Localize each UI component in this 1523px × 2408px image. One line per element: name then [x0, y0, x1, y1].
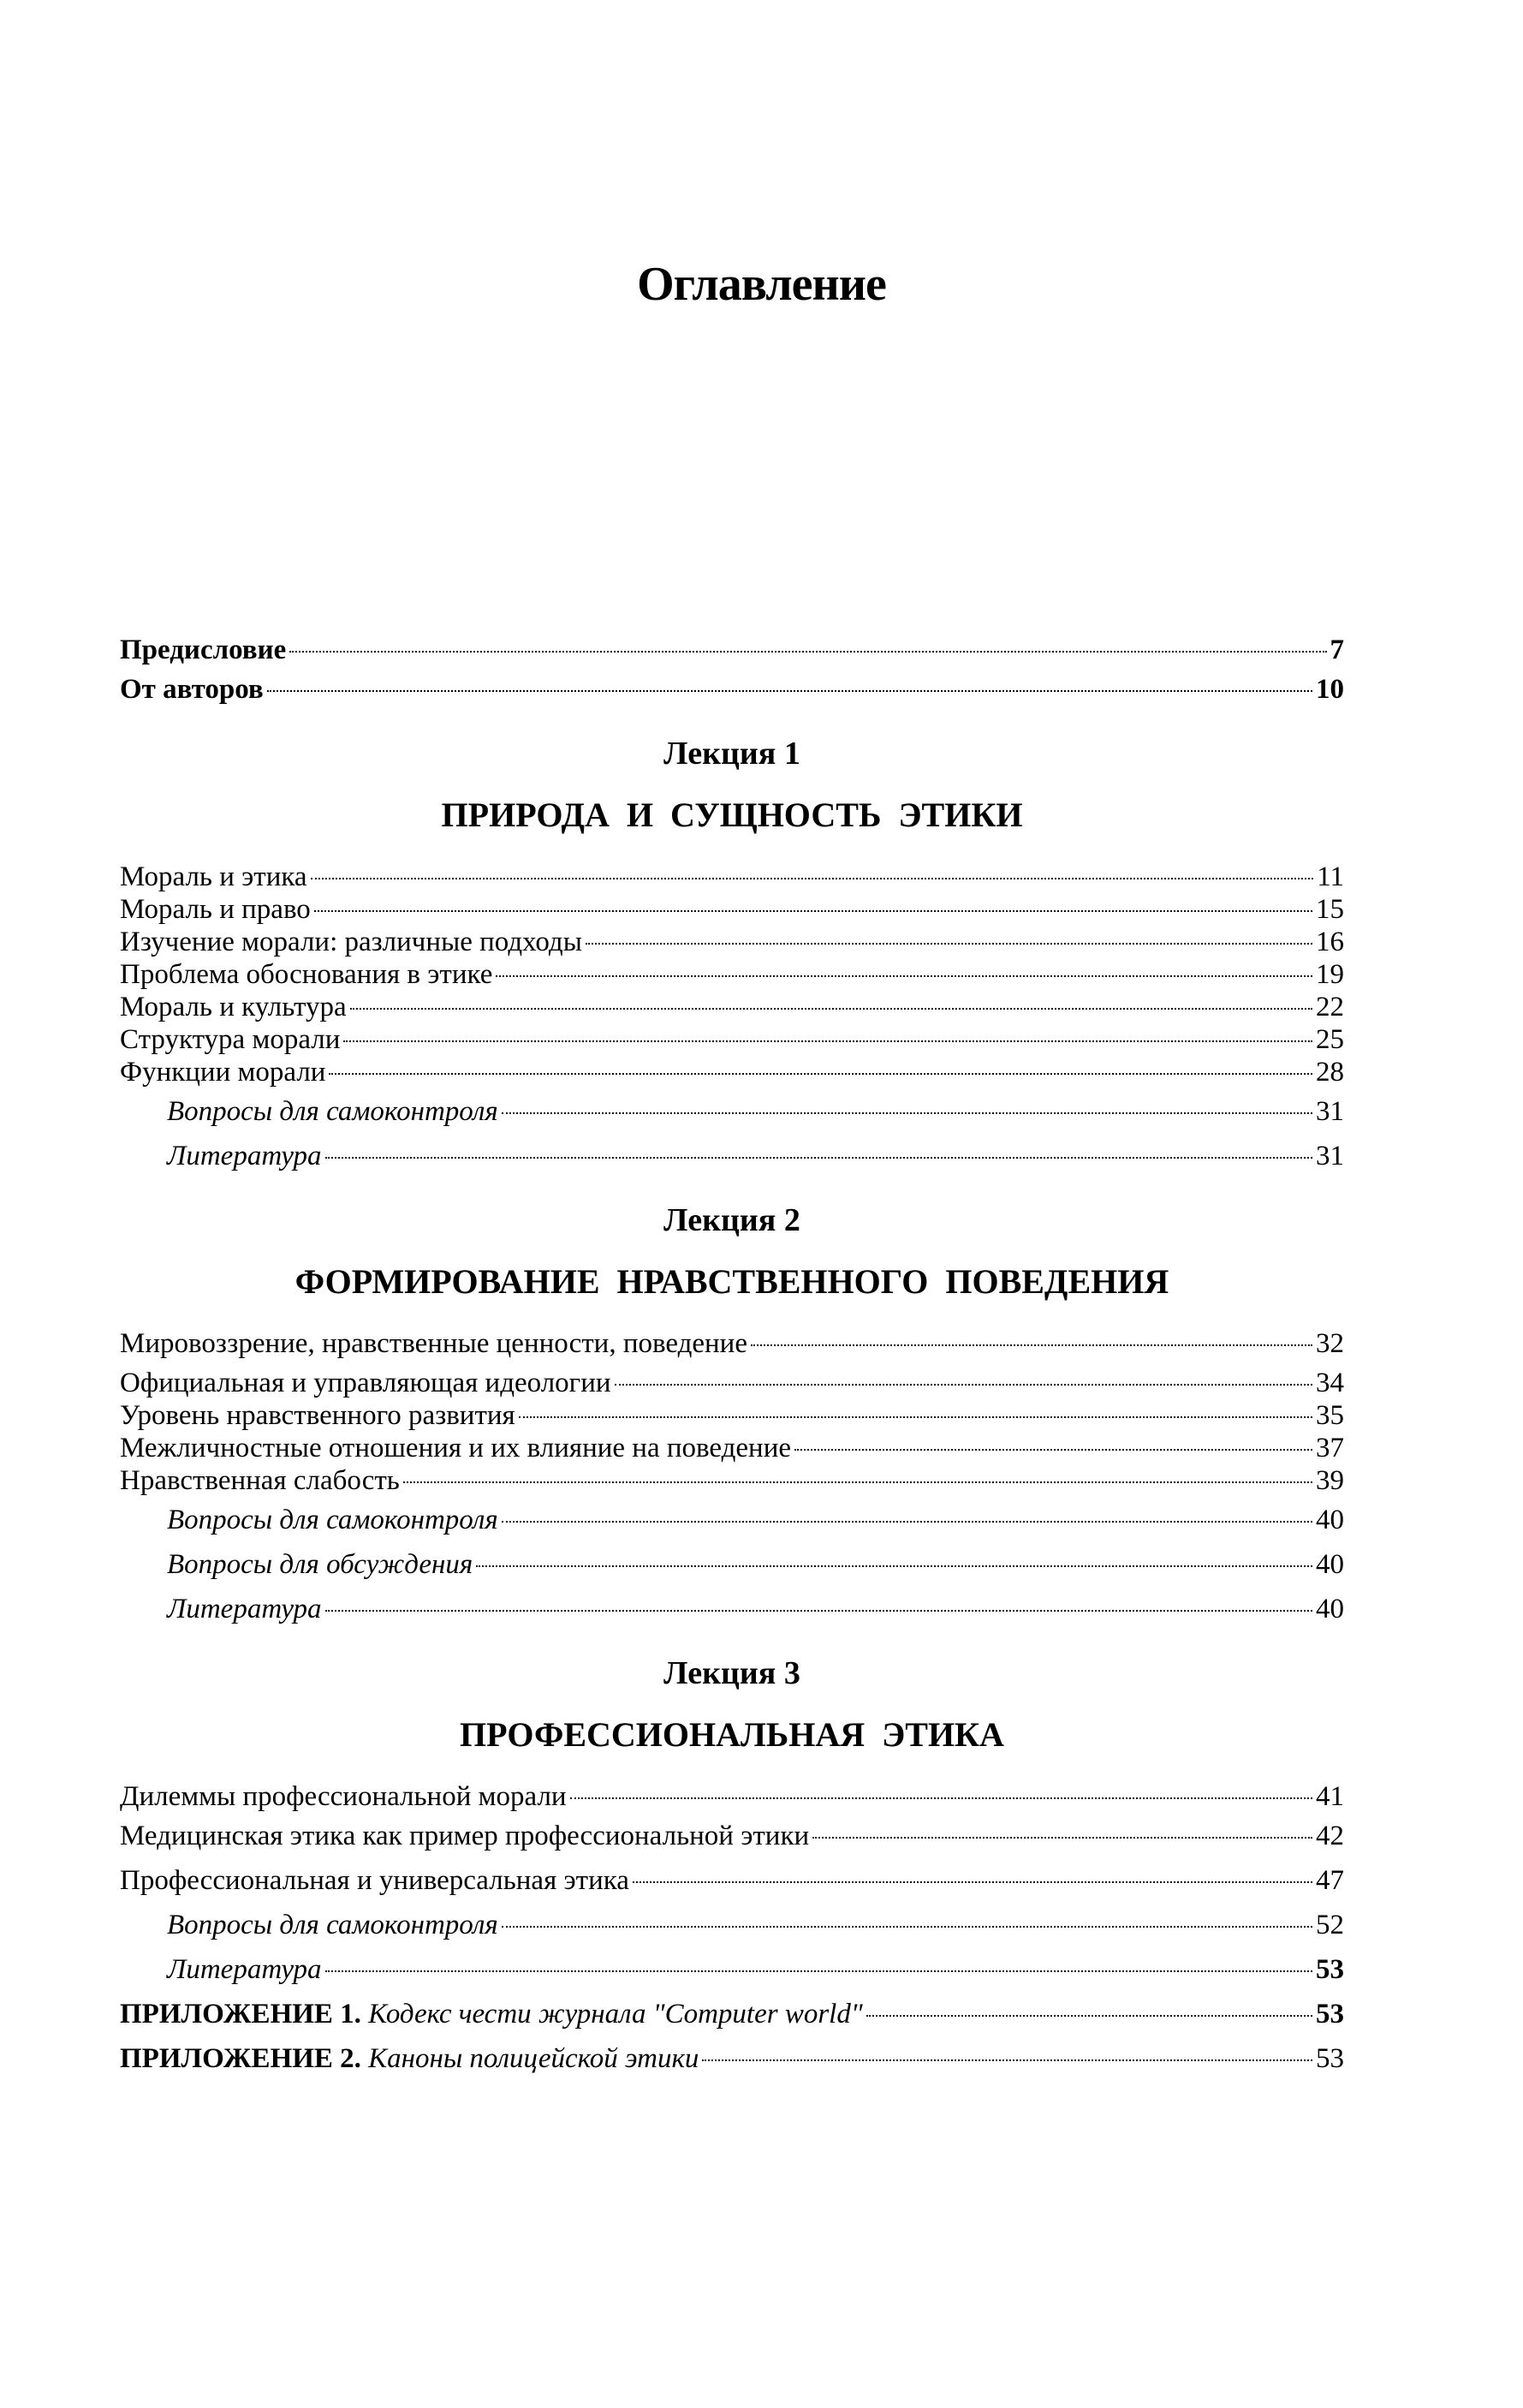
toc-entry-page: 53 — [1316, 1954, 1344, 1985]
toc-entry-label: Вопросы для обсуждения — [167, 1549, 473, 1580]
toc-entry[interactable] — [120, 1464, 1344, 1497]
leader-dots — [403, 1481, 1312, 1483]
toc-entry-label: Профессиональная и универсальная этика — [120, 1865, 629, 1896]
leader-dots — [267, 690, 1312, 692]
toc-entry-label: Литература — [167, 1594, 322, 1624]
toc-entry-label: Межличностные отношения и их влияние на поведение — [120, 1433, 792, 1463]
toc-entry-label: Мораль и право — [120, 894, 311, 925]
appendix-title: Каноны полицейской этики — [368, 2043, 699, 2074]
toc-entry-self-check[interactable] — [120, 1909, 1344, 1941]
leader-dots — [325, 1970, 1312, 1972]
toc-entry-page: 47 — [1316, 1865, 1344, 1896]
toc-entry[interactable] — [120, 1780, 1344, 1813]
toc-entry-self-check[interactable] — [120, 1504, 1344, 1536]
toc-entry-label: От авторов — [120, 674, 264, 705]
leader-dots — [325, 1610, 1312, 1612]
toc-entry-label: Литература — [167, 1141, 322, 1171]
toc-entry-page: 40 — [1316, 1549, 1344, 1580]
toc-entry-page: 34 — [1316, 1368, 1344, 1398]
toc-entry-label — [120, 2042, 699, 2075]
leader-dots — [311, 878, 1314, 879]
toc-entry-page: 19 — [1316, 959, 1344, 990]
toc-entry-label: Функции морали — [120, 1057, 326, 1088]
toc-entry-label: Дилеммы профессиональной морали — [120, 1781, 567, 1812]
leader-dots — [866, 2015, 1312, 2017]
toc-entry-literature[interactable] — [120, 1593, 1344, 1625]
toc-entry[interactable] — [120, 1820, 1344, 1852]
toc-entry[interactable] — [120, 991, 1344, 1023]
toc-entry-page: 52 — [1316, 1910, 1344, 1940]
leader-dots — [496, 975, 1312, 977]
toc-entry[interactable] — [120, 1023, 1344, 1056]
toc-entry-page: 40 — [1316, 1505, 1344, 1535]
toc-entry-page: 37 — [1316, 1433, 1344, 1463]
toc-entry-label: Изучение морали: различные подходы — [120, 927, 582, 957]
toc-entry[interactable] — [120, 1367, 1344, 1399]
toc-entry-label: Мораль и этика — [120, 861, 307, 892]
toc-entry-label: Медицинская этика как пример профессиональной этики — [120, 1821, 810, 1851]
leader-dots — [794, 1449, 1312, 1451]
leader-dots — [502, 1926, 1312, 1928]
toc-entry-self-check[interactable] — [120, 1095, 1344, 1128]
toc-entry-page: 7 — [1330, 635, 1344, 665]
toc-entry-page: 11 — [1317, 861, 1344, 892]
appendix-title: Кодекс чести журнала "Computer world" — [368, 1999, 863, 2030]
toc-entry-page: 53 — [1316, 2043, 1344, 2074]
toc-entry-page: 16 — [1316, 927, 1344, 957]
toc-entry-literature[interactable] — [120, 1140, 1344, 1172]
toc-entry-page: 31 — [1316, 1096, 1344, 1127]
page-title: Оглавление — [637, 258, 886, 311]
toc-entry-page: 41 — [1316, 1781, 1344, 1812]
leader-dots — [314, 910, 1312, 912]
toc-entry-label: Официальная и управляющая идеологии — [120, 1368, 611, 1398]
toc-entry[interactable] — [120, 1327, 1344, 1360]
toc-entry-preface[interactable] — [120, 634, 1344, 666]
leader-dots — [586, 943, 1312, 945]
toc-entry[interactable] — [120, 893, 1344, 926]
toc-entry[interactable] — [120, 861, 1344, 893]
leader-dots — [519, 1416, 1312, 1418]
appendix-prefix: ПРИЛОЖЕНИЕ 2. — [120, 2043, 361, 2074]
toc-entry-page: 22 — [1316, 992, 1344, 1022]
table-of-contents — [120, 634, 1344, 2075]
toc-entry-page: 35 — [1316, 1400, 1344, 1431]
leader-dots — [289, 651, 1326, 653]
leader-dots — [502, 1521, 1312, 1523]
leader-dots — [615, 1384, 1312, 1386]
toc-entry-page: 28 — [1316, 1057, 1344, 1088]
toc-entry-label: Литература — [167, 1954, 322, 1985]
leader-dots — [350, 1008, 1312, 1010]
toc-entry-page: 42 — [1316, 1821, 1344, 1851]
toc-entry-label: Вопросы для самоконтроля — [167, 1910, 498, 1940]
toc-entry[interactable] — [120, 1399, 1344, 1432]
toc-entry-label: Уровень нравственного развития — [120, 1400, 515, 1431]
toc-entry-page: 53 — [1316, 1999, 1344, 2030]
lecture-number: Лекция 1 — [663, 736, 800, 772]
toc-entry[interactable] — [120, 1864, 1344, 1897]
toc-entry[interactable] — [120, 926, 1344, 958]
lecture-number: Лекция 2 — [663, 1202, 800, 1238]
toc-entry-page: 32 — [1316, 1328, 1344, 1359]
toc-entry-page: 15 — [1316, 894, 1344, 925]
lecture-title: ПРОФЕССИОНАЛЬНАЯ ЭТИКА — [460, 1715, 1004, 1754]
toc-entry-from-authors[interactable] — [120, 673, 1344, 706]
toc-entry-appendix-2[interactable] — [120, 2042, 1344, 2075]
toc-entry-label: Мораль и культура — [120, 992, 347, 1022]
toc-entry-label: Предисловие — [120, 635, 287, 665]
lecture-number: Лекция 3 — [663, 1655, 800, 1691]
toc-entry-label: Структура морали — [120, 1024, 341, 1055]
leader-dots — [476, 1565, 1312, 1567]
toc-entry[interactable] — [120, 1432, 1344, 1464]
toc-entry-discussion[interactable] — [120, 1548, 1344, 1581]
leader-dots — [633, 1881, 1312, 1883]
toc-entry-literature[interactable] — [120, 1953, 1344, 1986]
toc-entry-label: Вопросы для самоконтроля — [167, 1096, 498, 1127]
lecture-title: ПРИРОДА И СУЩНОСТЬ ЭТИКИ — [441, 796, 1023, 834]
toc-entry-page: 40 — [1316, 1594, 1344, 1624]
toc-entry-appendix-1[interactable] — [120, 1998, 1344, 2030]
leader-dots — [343, 1040, 1312, 1042]
toc-entry-label: Вопросы для самоконтроля — [167, 1505, 498, 1535]
lecture-title: ФОРМИРОВАНИЕ НРАВСТВЕННОГО ПОВЕДЕНИЯ — [294, 1262, 1169, 1301]
toc-entry-label: Нравственная слабость — [120, 1465, 400, 1496]
toc-entry-page: 25 — [1316, 1024, 1344, 1055]
leader-dots — [751, 1344, 1312, 1346]
leader-dots — [812, 1837, 1312, 1839]
leader-dots — [329, 1073, 1312, 1075]
toc-entry-page: 39 — [1316, 1465, 1344, 1496]
appendix-prefix: ПРИЛОЖЕНИЕ 1. — [120, 1999, 361, 2030]
toc-entry-label — [120, 1998, 863, 2030]
toc-entry-label: Мировоззрение, нравственные ценности, поведение — [120, 1328, 747, 1359]
toc-entry[interactable] — [120, 958, 1344, 991]
toc-entry[interactable] — [120, 1056, 1344, 1088]
toc-entry-page: 31 — [1316, 1141, 1344, 1171]
leader-dots — [325, 1157, 1312, 1159]
toc-entry-label: Проблема обоснования в этике — [120, 959, 493, 990]
leader-dots — [502, 1112, 1312, 1114]
leader-dots — [570, 1797, 1312, 1799]
leader-dots — [702, 2059, 1312, 2061]
toc-entry-page: 10 — [1316, 674, 1344, 705]
